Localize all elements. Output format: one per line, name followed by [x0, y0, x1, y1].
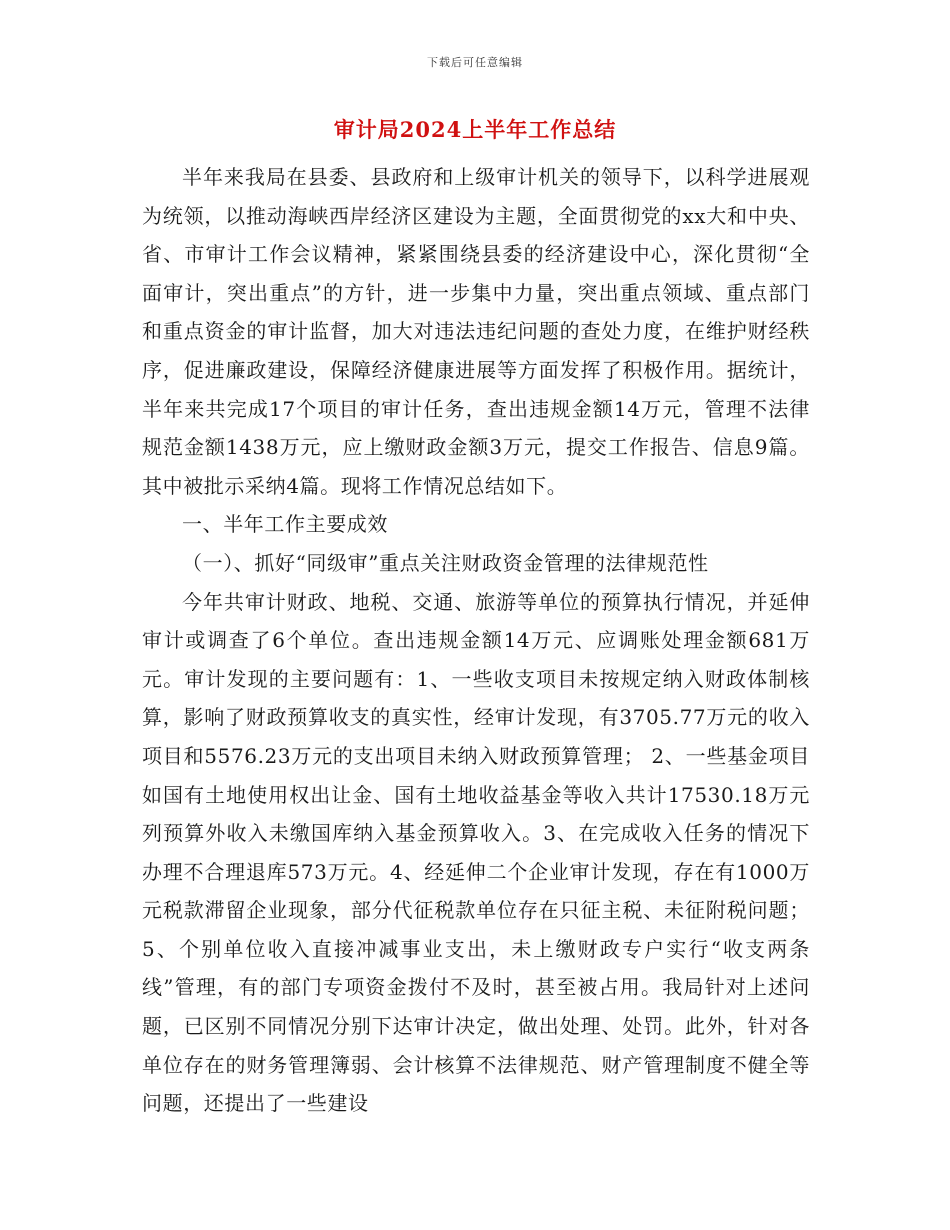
body-paragraph: 今年共审计财政、地税、交通、旅游等单位的预算执行情况，并延伸审计或调查了6个单位。查出违规金额14万元、应调账处理金额681万元。审计发现的主要问题有：1、一些收支项目未按规定纳入财政体制核算，影响了财政预算收支的真实性，经审计发现，有3705.77万元的收入项目和5576.23万元的支出项目未纳入财政预算管理； 2、一些基金项目如国有土地使用权出让金、国有土地收益基金等收入共计17530.18万元列预算外收入未缴国库纳入基金预算收入。3、在完成收入任务的情况下办理不合理退库573万元。4、经延伸二个企业审计发现，存在有1000万元税款滞留企业现象，部分代征税款单位存在只征主税、未征附税问题； 5、个别单位收入直接冲减事业支出，未上缴财政专户实行“收支两条线”管理，有的部门专项资金拨付不及时，甚至被占用。我局针对上述问题，已区别不同情况分别下达审计决定，做出处理、处罚。此外，针对各单位存在的财务管理簿弱、会计核算不法律规范、财产管理制度不健全等问题，还提出了一些建设	[142, 589, 810, 1116]
section-heading: 一、半年工作主要成效	[182, 512, 388, 537]
intro-paragraph: 半年来我局在县委、县政府和上级审计机关的领导下，以科学进展观为统领，以推动海峡西岸经济区建设为主题，全面贯彻党的xx大和中央、省、市审计工作会议精神，紧紧围绕县委的经济建设中心，深化贯彻“全面审计，突出重点”的方针，进一步集中力量，突出重点领域、重点部门和重点资金的审计监督，加大对违法违纪问题的查处力度，在维护财经秩序，促进廉政建设，保障经济健康进展等方面发挥了积极作用。据统计，半年来共完成17个项目的审计任务，查出违规金额14万元，管理不法律规范金额1438万元，应上缴财政金额3万元，提交工作报告、信息9篇。其中被批示采纳4篇。现将工作情况总结如下。	[142, 165, 810, 498]
document-title: 审计局2024上半年工作总结	[333, 117, 617, 142]
document-body	[142, 158, 810, 1123]
header-note: 下载后可任意编辑	[427, 56, 523, 69]
subsection-heading: （一）、抓好“同级审”重点关注财政资金管理的法律规范性	[182, 550, 709, 575]
